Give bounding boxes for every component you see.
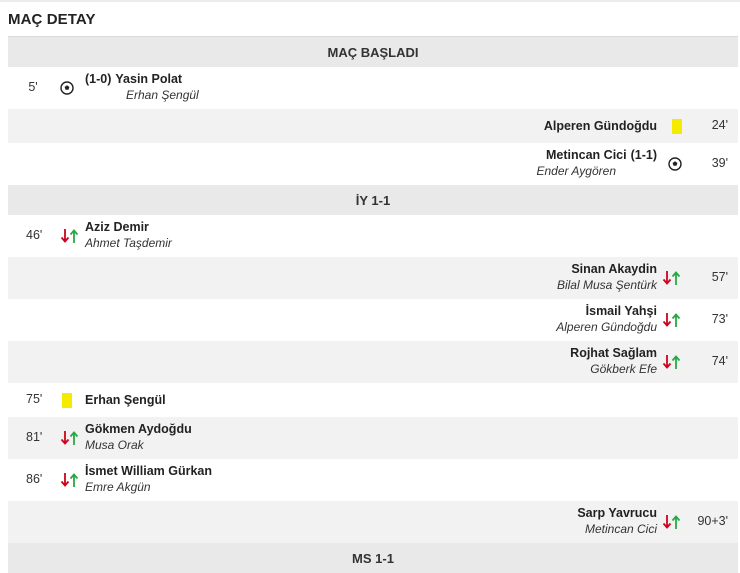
player-out-name: Emre Akgün: [85, 480, 151, 494]
event-row: [8, 501, 738, 543]
section-full-time: MS 1-1: [8, 543, 738, 573]
event-score: (1-0): [85, 72, 112, 86]
soccer-ball-icon: [668, 156, 682, 172]
event-minute: 90+3': [697, 514, 728, 528]
player-out-name: Musa Orak: [85, 438, 144, 452]
player-in-name: İsmail Yahşi: [585, 304, 657, 318]
top-border: [0, 0, 740, 2]
event-minute: 74': [711, 354, 728, 368]
event-minute: 86': [26, 472, 43, 486]
assist-name: Ender Aygören: [536, 164, 616, 178]
substitution-arrows-icon: [662, 270, 682, 286]
player-in-name: Rojhat Sağlam: [570, 346, 657, 360]
event-minute: 57': [711, 270, 728, 284]
player-in-name: Gökmen Aydoğdu: [85, 422, 192, 436]
event-minute: 39': [711, 156, 728, 170]
substitution-arrows-icon: [60, 430, 80, 446]
section-match-start: MAÇ BAŞLADI: [8, 37, 738, 67]
player-name: Yasin Polat: [115, 72, 183, 86]
player-in-name: Sarp Yavrucu: [577, 506, 657, 520]
event-score: (1-1): [630, 148, 657, 162]
event-minute: 46': [26, 228, 43, 242]
player-in-name: Aziz Demir: [85, 220, 149, 234]
player-in-name: İsmet William Gürkan: [85, 464, 213, 478]
player-out-name: Alperen Gündoğdu: [556, 320, 657, 334]
player-name: Alperen Gündoğdu: [543, 119, 657, 133]
event-row: [8, 67, 738, 109]
event-row: [8, 299, 738, 341]
event-row: [8, 417, 738, 459]
event-row: [8, 383, 738, 417]
section-half-time: İY 1-1: [8, 185, 738, 215]
event-row: [8, 109, 738, 143]
event-row: [8, 215, 738, 257]
page-title: MAÇ DETAY: [8, 11, 96, 28]
event-row: [8, 143, 738, 185]
yellow-card-icon: [62, 392, 72, 408]
event-row: [8, 257, 738, 299]
soccer-ball-icon: [60, 80, 74, 96]
player-out-name: Bilal Musa Şentürk: [556, 278, 657, 292]
player-in-name: Sinan Akaydin: [571, 262, 657, 276]
event-minute: 24': [711, 118, 728, 132]
substitution-arrows-icon: [60, 472, 80, 488]
event-minute: 75': [26, 392, 43, 406]
substitution-arrows-icon: [60, 228, 80, 244]
event-minute: 73': [711, 312, 728, 326]
event-minute: 5': [28, 80, 38, 94]
player-name: Erhan Şengül: [85, 393, 166, 407]
substitution-arrows-icon: [662, 354, 682, 370]
match-events-list: [8, 37, 738, 573]
yellow-card-icon: [672, 118, 682, 134]
assist-name: Erhan Şengül: [126, 88, 199, 102]
substitution-arrows-icon: [662, 312, 682, 328]
event-minute: 81': [26, 430, 43, 444]
substitution-arrows-icon: [662, 514, 682, 530]
event-row: [8, 459, 738, 501]
player-out-name: Gökberk Efe: [590, 362, 657, 376]
event-row: [8, 341, 738, 383]
player-name: Metincan Cici: [546, 148, 627, 162]
player-out-name: Ahmet Taşdemir: [85, 236, 172, 250]
player-out-name: Metincan Cici: [584, 522, 657, 536]
